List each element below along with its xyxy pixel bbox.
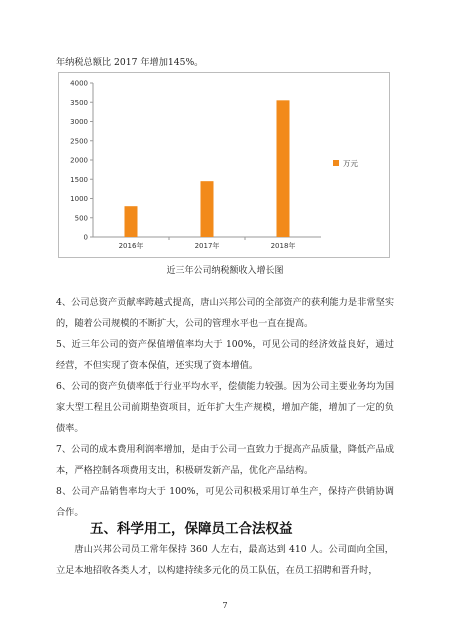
tax-bar-chart xyxy=(59,73,389,257)
paragraph-7: 7、公司的成本费用利润率增加，是由于公司一直致力于提高产品质量，降低产品成本，严格控制各项费用支出，积极研发新产品，优化产品结构。 xyxy=(56,444,394,476)
paragraph-8: 8、公司产品销售率均大于 100%，可见公司积极采用订单生产，保持产供销协调合作。 xyxy=(56,486,394,518)
y-tick-label: 2000 xyxy=(70,156,88,165)
y-tick-label: 3000 xyxy=(70,118,88,126)
y-tick-label: 3500 xyxy=(70,98,88,107)
y-tick-label: 1000 xyxy=(70,195,88,203)
paragraph-6: 6、公司的资产负债率低于行业平均水平，偿债能力较强。因为公司主要业务均为国家大型工程且公司前期垫资项目，近年扩大生产规模，增加产能，增加了一定的负债率。 xyxy=(56,381,394,434)
y-tick-label: 4000 xyxy=(70,79,88,88)
y-tick-label: 1500 xyxy=(70,175,88,184)
bottom-paragraph: 唐山兴邦公司员工常年保持 360 人左右，最高达到 410 人。公司面向全国，立足本地招收各类人才，以构建持续多元化的员工队伍，在员工招聘和晋升时， xyxy=(56,544,394,576)
x-tick-label: 2018年 xyxy=(270,242,296,250)
bar xyxy=(201,181,214,237)
y-tick-label: 500 xyxy=(74,214,88,223)
top-line: 年纳税总额比 2017 年增加145%。 xyxy=(56,57,204,68)
bar xyxy=(125,206,138,237)
y-tick-label: 0 xyxy=(83,233,88,242)
bar xyxy=(277,100,290,237)
section-heading: 五、科学用工，保障员工合法权益 xyxy=(90,521,293,537)
paragraph-list xyxy=(56,292,394,523)
chart-caption: 近三年公司纳税额收入增长图 xyxy=(166,266,284,276)
legend-swatch xyxy=(333,160,339,166)
paragraph-5: 5、近三年公司的资产保值增值率均大于 100%，可见公司的经济效益良好，通过经营，不但实现了资本保值，还实现了资本增值。 xyxy=(56,339,394,371)
tax-chart xyxy=(58,72,390,258)
legend-label: 万元 xyxy=(343,159,358,168)
x-tick-label: 2016年 xyxy=(118,242,144,250)
paragraph-4: 4、公司总资产贡献率跨越式提高，唐山兴邦公司的全部资产的获利能力是非常坚实的，随着公司规模的不断扩大，公司的管理水平也一直在提高。 xyxy=(56,297,394,329)
y-tick-label: 2500 xyxy=(70,137,88,146)
x-tick-label: 2017年 xyxy=(194,242,220,250)
page-number: 7 xyxy=(222,601,228,610)
